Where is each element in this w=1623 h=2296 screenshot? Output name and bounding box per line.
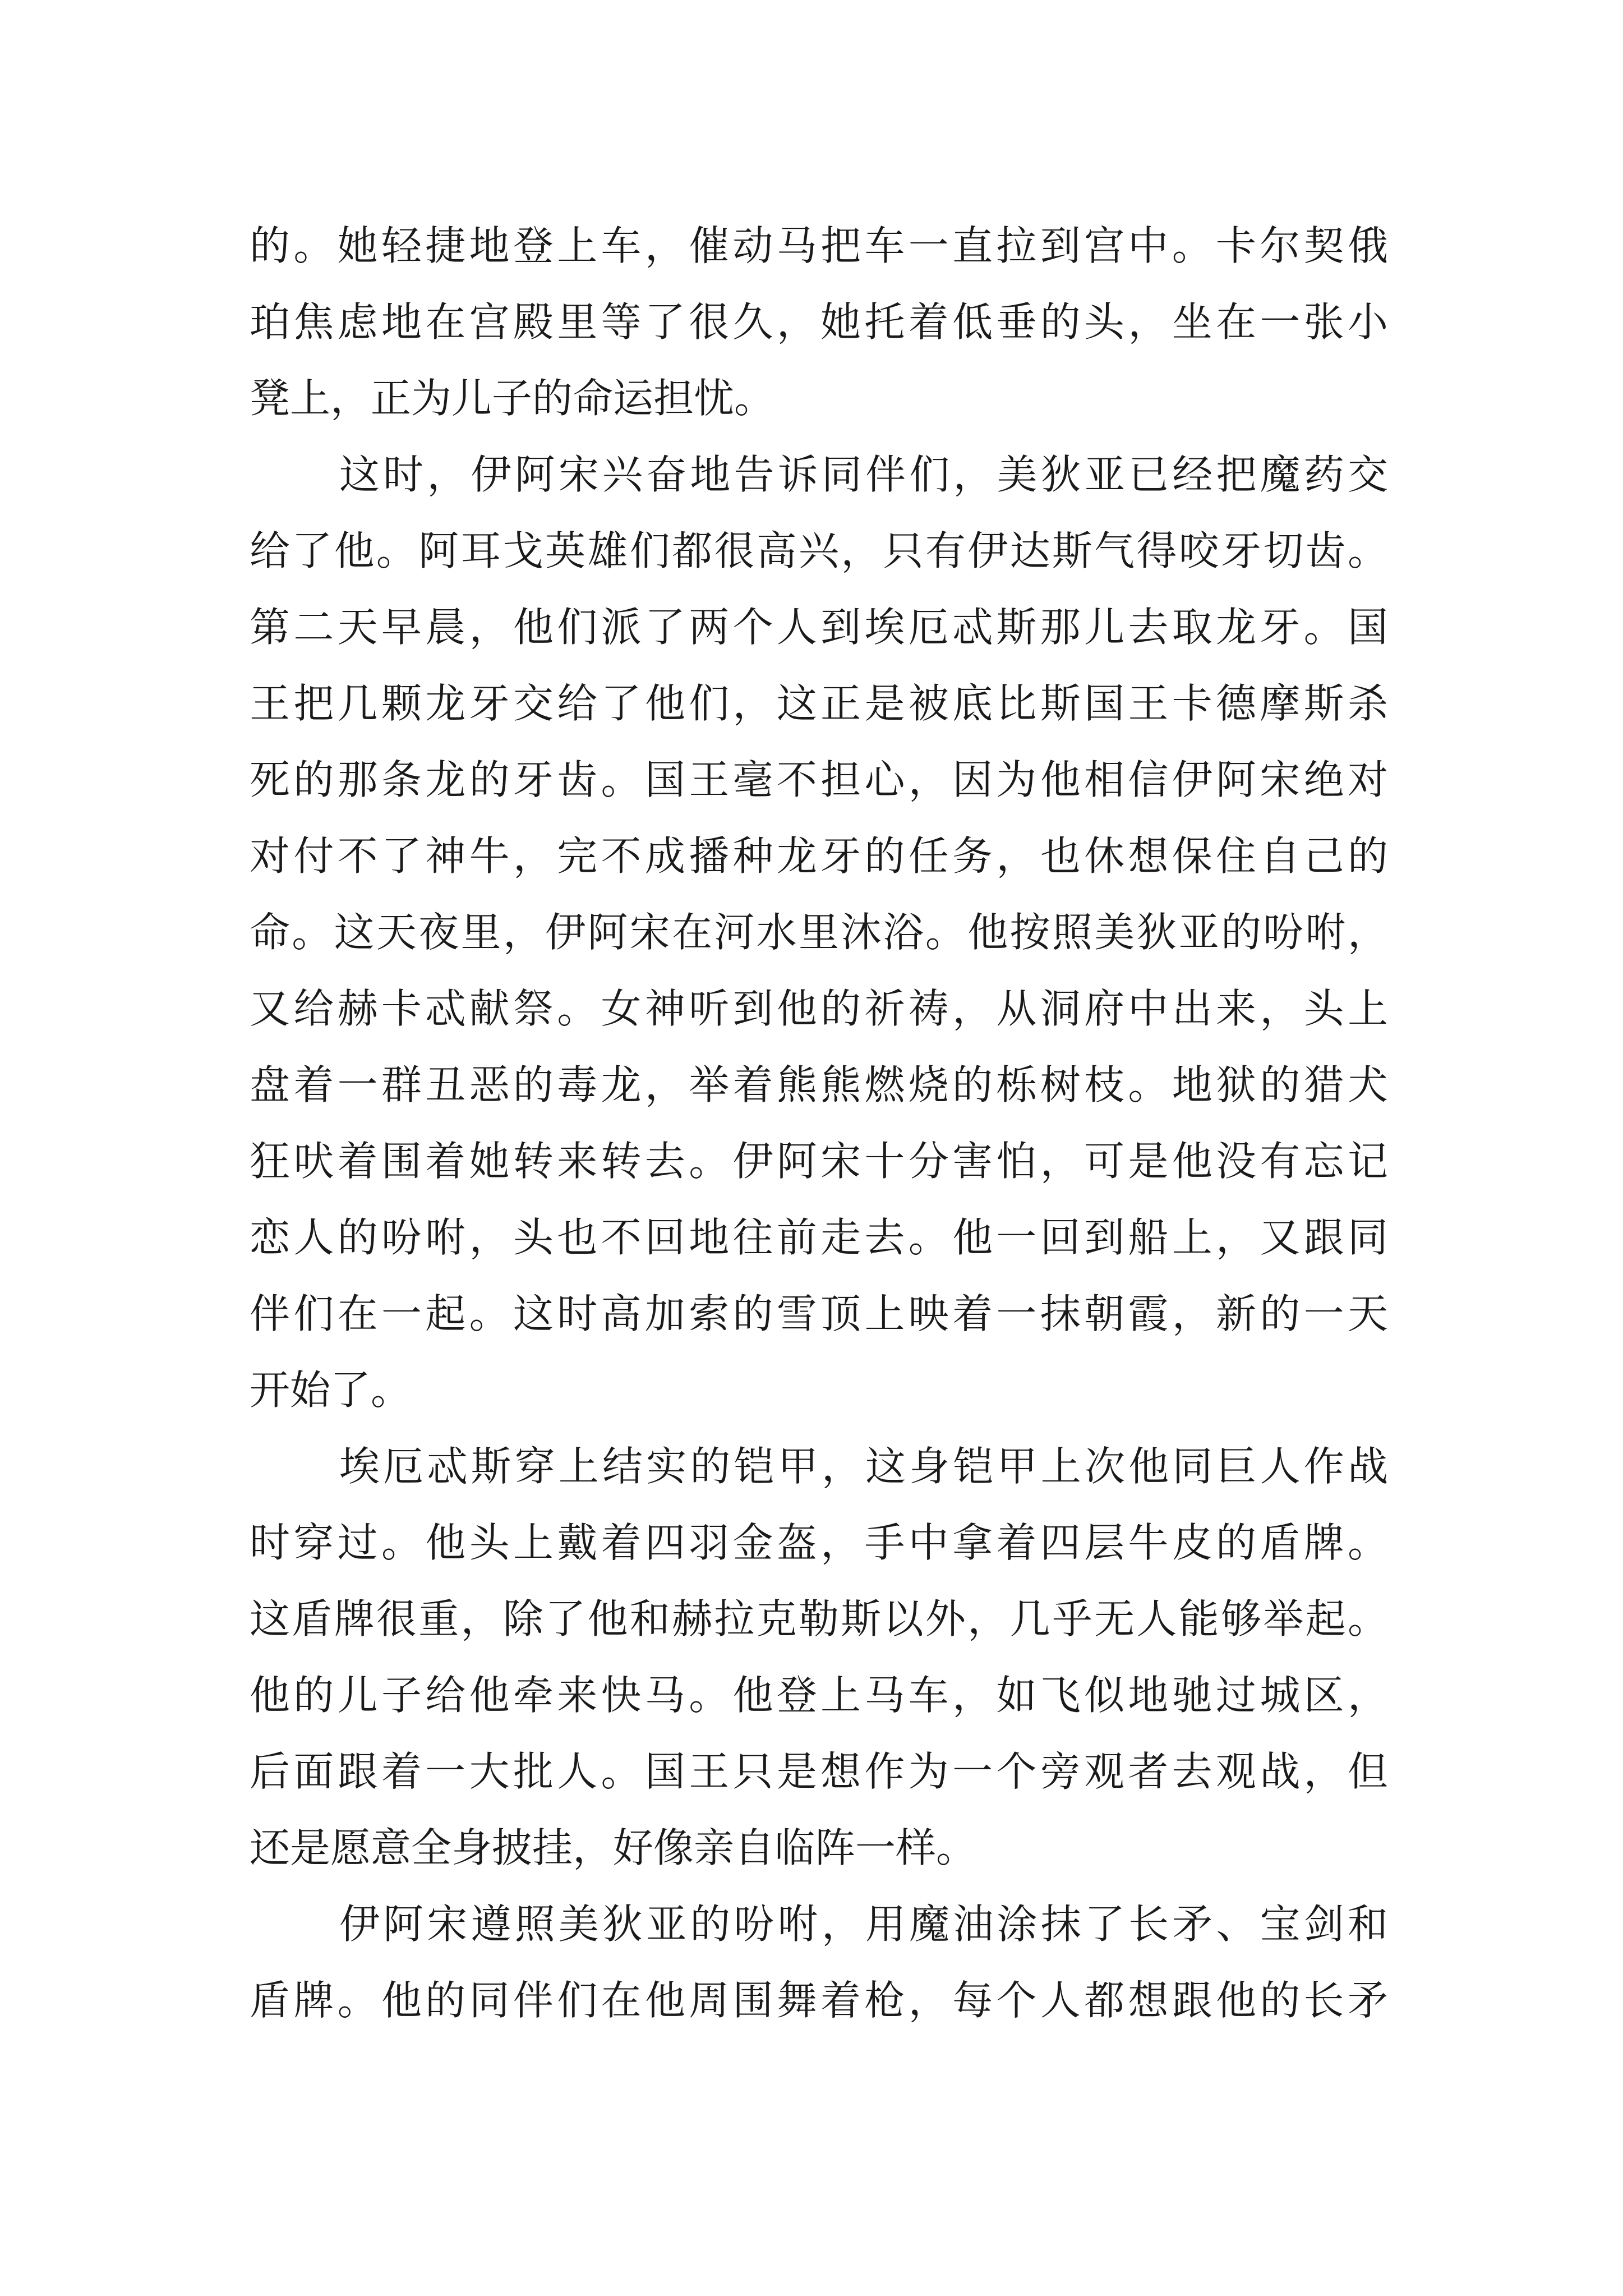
text-line: 第二天早晨，他们派了两个人到埃厄忒斯那儿去取龙牙。国 [250,604,1388,651]
text-line: 后面跟着一大批人。国王只是想作为一个旁观者去观战，但 [250,1748,1388,1795]
text-line: 时穿过。他头上戴着四羽金盔，手中拿着四层牛皮的盾牌。 [250,1519,1388,1566]
text-line: 他的儿子给他牵来快马。他登上马车，如飞似地驰过城区， [250,1672,1388,1719]
text-line: 命。这天夜里，伊阿宋在河水里沐浴。他按照美狄亚的吩咐， [250,909,1388,956]
text-line: 给了他。阿耳戈英雄们都很高兴，只有伊达斯气得咬牙切齿。 [250,527,1388,574]
text-line: 开始了。 [250,1366,412,1414]
text-line: 恋人的吩咐，头也不回地往前走去。他一回到船上，又跟同 [250,1214,1388,1261]
text-line: 还是愿意全身披挂，好像亲自临阵一样。 [250,1824,977,1871]
text-line: 这时，伊阿宋兴奋地告诉同伴们，美狄亚已经把魔药交 [339,451,1388,498]
text-line: 的。她轻捷地登上车，催动马把车一直拉到宫中。卡尔契俄 [250,222,1388,269]
text-line: 又给赫卡忒献祭。女神听到他的祈祷，从洞府中出来，头上 [250,985,1388,1032]
text-line: 珀焦虑地在宫殿里等了很久，她托着低垂的头，坐在一张小 [250,298,1388,346]
text-line: 埃厄忒斯穿上结实的铠甲，这身铠甲上次他同巨人作战 [339,1443,1388,1490]
text-line: 死的那条龙的牙齿。国王毫不担心，因为他相信伊阿宋绝对 [250,756,1388,803]
text-line: 伴们在一起。这时高加索的雪顶上映着一抹朝霞，新的一天 [250,1290,1388,1337]
text-line: 王把几颗龙牙交给了他们，这正是被底比斯国王卡德摩斯杀 [250,680,1388,727]
text-line: 伊阿宋遵照美狄亚的吩咐，用魔油涂抹了长矛、宝剑和 [339,1901,1388,1948]
text-line: 凳上，正为儿子的命运担忧。 [250,375,775,422]
text-line: 狂吠着围着她转来转去。伊阿宋十分害怕，可是他没有忘记 [250,1138,1388,1185]
text-line: 盾牌。他的同伴们在他周围舞着枪，每个人都想跟他的长矛 [250,1977,1388,2024]
text-line: 盘着一群丑恶的毒龙，举着熊熊燃烧的栎树枝。地狱的猎犬 [250,1061,1388,1108]
text-line: 这盾牌很重，除了他和赫拉克勒斯以外，几乎无人能够举起。 [250,1595,1388,1642]
body-text [250,208,1388,2039]
text-line: 对付不了神牛，完不成播种龙牙的任务，也休想保住自己的 [250,832,1388,880]
